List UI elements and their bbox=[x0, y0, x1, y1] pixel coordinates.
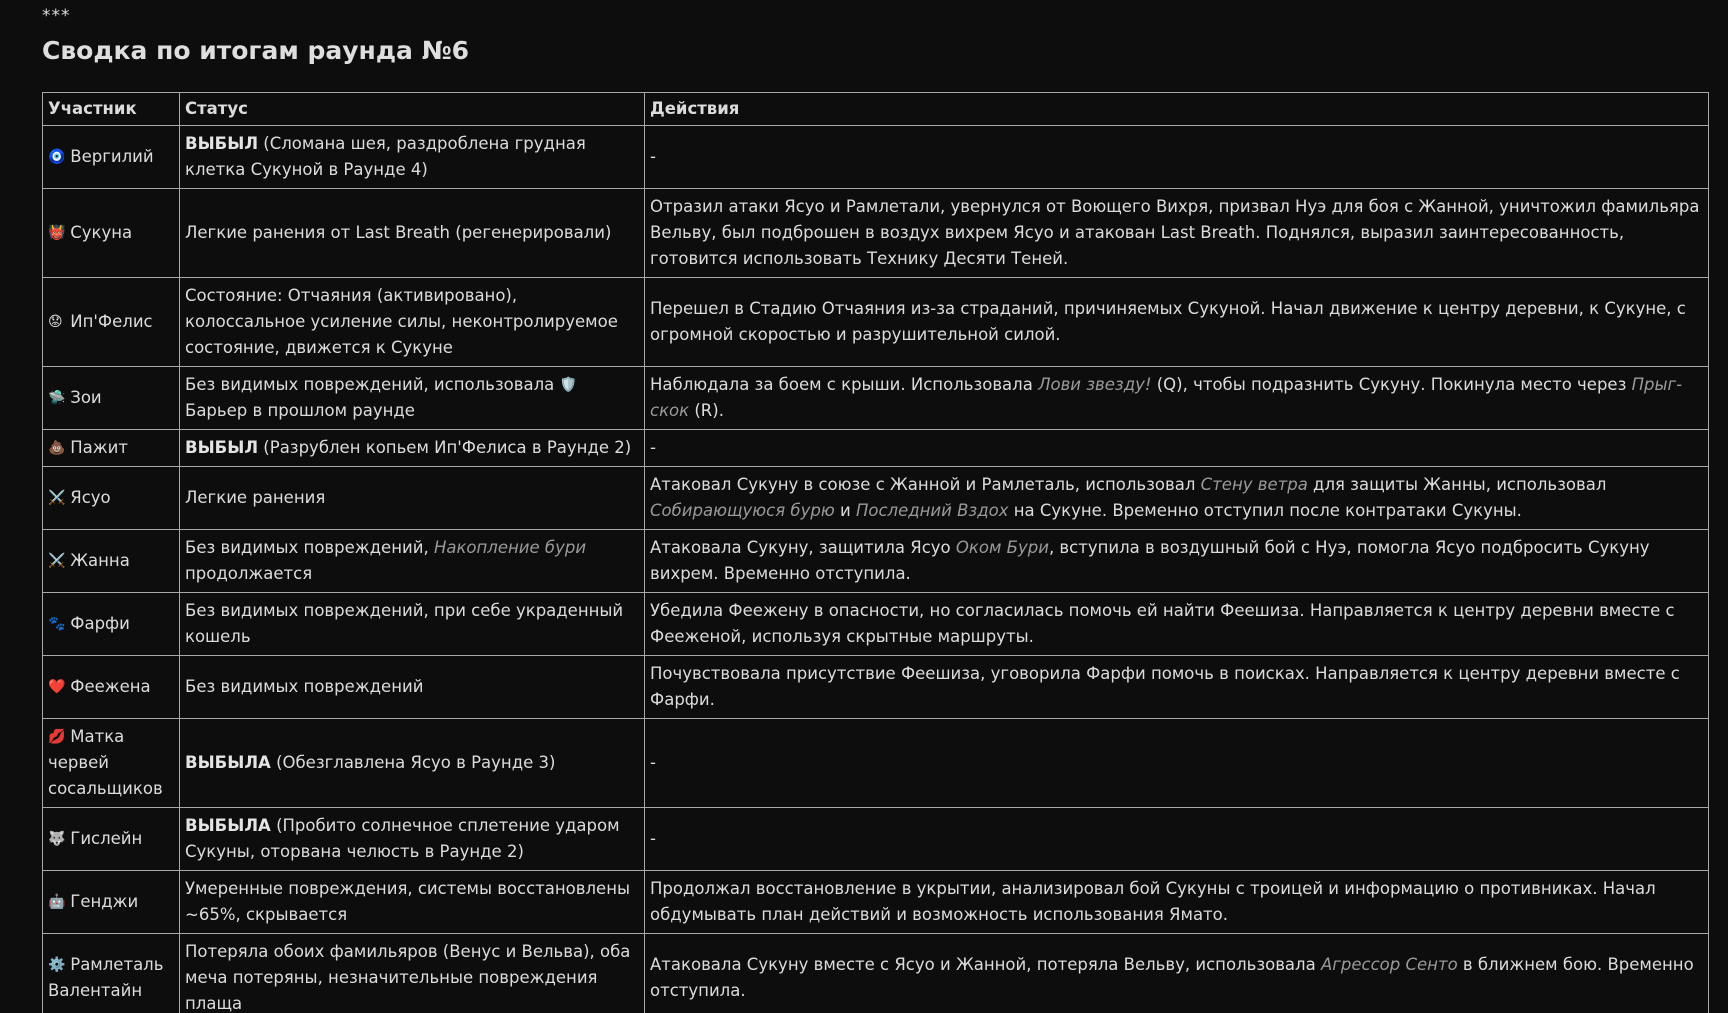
status-cell bbox=[180, 530, 645, 593]
gear-icon: ⚙️ bbox=[48, 957, 66, 973]
table-row bbox=[43, 189, 1709, 278]
text-fragment: Атаковала Сукуну, защитила Ясуо bbox=[650, 538, 956, 557]
participant-name: Сукуна bbox=[70, 223, 133, 242]
text-fragment: продолжается bbox=[185, 564, 313, 583]
text-fragment: Умеренные повреждения, системы восстановлены ~65%, скрывается bbox=[185, 879, 631, 924]
text-fragment: (R). bbox=[689, 401, 724, 420]
status-badge: ВЫБЫЛ bbox=[185, 134, 259, 153]
kiss-mark-icon: 💋 bbox=[48, 729, 66, 745]
robot-icon: 🤖 bbox=[48, 894, 66, 910]
ability-name: Оком Бури bbox=[955, 538, 1049, 557]
participant-cell bbox=[43, 430, 180, 467]
crossed-swords-icon: ⚔️ bbox=[48, 553, 66, 569]
text-fragment: - bbox=[650, 829, 656, 848]
status-cell bbox=[180, 430, 645, 467]
participant-name: Рамлеталь Валентайн bbox=[48, 955, 164, 1000]
text-fragment: для защиты Жанны, использовал bbox=[1307, 475, 1607, 494]
table-row bbox=[43, 808, 1709, 871]
text-fragment: , вступила в воздушный бой с Нуэ, помогла Ясуо подбросить Сукуну вихрем. Временно отступила. bbox=[650, 538, 1650, 583]
ability-name: Прыг-скок bbox=[650, 375, 1683, 420]
participant-name: Жанна bbox=[70, 551, 130, 570]
text-fragment: (Пробито солнечное сплетение ударом Сукуны, оторвана челюсть в Раунде 2) bbox=[185, 816, 620, 861]
table-row bbox=[43, 278, 1709, 367]
shield-icon: 🛡️ bbox=[559, 377, 577, 393]
text-fragment: Атаковал Сукуну в союзе с Жанной и Рамлеталь, использовал bbox=[650, 475, 1201, 494]
actions-cell bbox=[645, 593, 1709, 656]
header-status: Статус bbox=[180, 93, 645, 126]
participant-cell bbox=[43, 467, 180, 530]
text-fragment: (Q), чтобы подразнить Сукуну. Покинула место через bbox=[1151, 375, 1632, 394]
participant-cell bbox=[43, 126, 180, 189]
red-heart-icon: ❤️ bbox=[48, 679, 66, 695]
text-fragment: Продолжал восстановление в укрытии, анализировал бой Сукуны с троицей и информацию о противниках. Начал обдумывать план действий и возможность использования Ямато. bbox=[650, 879, 1656, 924]
participant-name: Гислейн bbox=[70, 829, 143, 848]
text-fragment: Без видимых повреждений bbox=[185, 677, 424, 696]
status-badge: ВЫБЫЛ bbox=[185, 438, 259, 457]
status-cell bbox=[180, 871, 645, 934]
participant-cell bbox=[43, 656, 180, 719]
table-row bbox=[43, 593, 1709, 656]
participant-cell bbox=[43, 808, 180, 871]
status-cell bbox=[180, 934, 645, 1013]
header-participant: Участник bbox=[43, 93, 180, 126]
participant-name: Фарфи bbox=[70, 614, 130, 633]
actions-cell bbox=[645, 934, 1709, 1013]
text-fragment: Барьер в прошлом раунде bbox=[185, 401, 415, 420]
text-fragment: (Обезглавлена Ясуо в Раунде 3) bbox=[270, 753, 556, 772]
participant-name: Вергилий bbox=[70, 147, 154, 166]
participant-cell bbox=[43, 934, 180, 1013]
text-fragment: на Сукуне. Временно отступил после контратаки Сукуны. bbox=[1008, 501, 1522, 520]
participant-cell bbox=[43, 367, 180, 430]
table-row bbox=[43, 367, 1709, 430]
text-fragment: Состояние: Отчаяния (активировано), колоссальное усиление силы, неконтролируемое состояние, движется к Сукуне bbox=[185, 286, 618, 357]
ability-name: Стену ветра bbox=[1200, 475, 1308, 494]
text-fragment: (Сломана шея, раздроблена грудная клетка Сукуной в Раунде 4) bbox=[185, 134, 586, 179]
actions-cell bbox=[645, 808, 1709, 871]
table-row bbox=[43, 719, 1709, 808]
ability-name: Накопление бури bbox=[433, 538, 587, 557]
text-fragment: Легкие ранения bbox=[185, 488, 326, 507]
round-summary-table bbox=[42, 92, 1709, 1013]
table-row bbox=[43, 430, 1709, 467]
paw-prints-icon: 🐾 bbox=[48, 616, 66, 632]
table-row bbox=[43, 871, 1709, 934]
participant-cell bbox=[43, 530, 180, 593]
table-row bbox=[43, 530, 1709, 593]
actions-cell bbox=[645, 656, 1709, 719]
status-badge: ВЫБЫЛА bbox=[185, 753, 271, 772]
actions-cell bbox=[645, 871, 1709, 934]
table-header-row bbox=[43, 93, 1709, 126]
text-fragment: (Разрублен копьем Ип'Фелиса в Раунде 2) bbox=[258, 438, 632, 457]
participant-name: Феежена bbox=[70, 677, 151, 696]
participant-name: Зои bbox=[70, 388, 102, 407]
participant-name: Пажит bbox=[70, 438, 128, 457]
actions-cell bbox=[645, 530, 1709, 593]
text-fragment: Атаковала Сукуну вместе с Ясуо и Жанной, потеряла Вельву, использовала bbox=[650, 955, 1321, 974]
text-fragment: Перешел в Стадию Отчаяния из-за страданий, причиняемых Сукуной. Начал движение к центру деревни, к Сукуне, с огромной скоростью и разрушительной силой. bbox=[650, 299, 1686, 344]
status-cell bbox=[180, 593, 645, 656]
actions-cell bbox=[645, 189, 1709, 278]
actions-cell bbox=[645, 467, 1709, 530]
header-actions: Действия bbox=[645, 93, 1709, 126]
page-title: Сводка по итогам раунда №6 bbox=[42, 36, 470, 65]
status-cell bbox=[180, 656, 645, 719]
wolf-icon: 🐺 bbox=[48, 831, 66, 847]
text-fragment: Почувствовала присутствие Феешиза, уговорила Фарфи помочь в поисках. Направляется к центру деревни вместе с Фарфи. bbox=[650, 664, 1680, 709]
ability-name: Собирающуюся бурю bbox=[650, 501, 835, 520]
text-fragment: - bbox=[650, 753, 656, 772]
separator: *** bbox=[42, 6, 71, 26]
table-body bbox=[43, 126, 1709, 1013]
ability-name: Агрессор Сенто bbox=[1320, 955, 1458, 974]
text-fragment: Отразил атаки Ясуо и Рамлетали, увернулся от Воющего Вихря, призвал Нуэ для боя с Жанной, уничтожил фамильяра Вельву, был подброшен в воздух вихрем Ясуо и атакован Last Breath. Поднялся, выразил заинтересованность, готовится использовать Технику Десяти Теней. bbox=[650, 197, 1700, 268]
text-fragment: Наблюдала за боем с крыши. Использовала bbox=[650, 375, 1039, 394]
participant-name: Ясуо bbox=[70, 488, 111, 507]
text-fragment: и bbox=[834, 501, 856, 520]
status-cell bbox=[180, 719, 645, 808]
participant-cell bbox=[43, 278, 180, 367]
participant-cell bbox=[43, 719, 180, 808]
text-fragment: Убедила Феежену в опасности, но согласилась помочь ей найти Феешиза. Направляется к центру деревни вместе с Фееженой, используя скрытные маршруты. bbox=[650, 601, 1675, 646]
text-fragment: Потеряла обоих фамильяров (Венус и Вельва), оба меча потеряны, незначительные повреждения плаща bbox=[185, 942, 631, 1013]
actions-cell bbox=[645, 719, 1709, 808]
table-row bbox=[43, 934, 1709, 1013]
status-cell bbox=[180, 189, 645, 278]
participant-name: Генджи bbox=[70, 892, 139, 911]
text-fragment: - bbox=[650, 147, 656, 166]
table-row bbox=[43, 126, 1709, 189]
text-fragment: Без видимых повреждений, использовала bbox=[185, 375, 560, 394]
ability-name: Лови звезду! bbox=[1038, 375, 1152, 394]
participant-cell bbox=[43, 189, 180, 278]
nazar-amulet-icon: 🧿 bbox=[48, 149, 66, 165]
worried-face-icon: 😟 bbox=[48, 314, 63, 330]
text-fragment: - bbox=[650, 438, 656, 457]
actions-cell bbox=[645, 430, 1709, 467]
flying-saucer-icon: 🛸 bbox=[48, 390, 66, 406]
actions-cell bbox=[645, 278, 1709, 367]
poop-icon: 💩 bbox=[48, 440, 66, 456]
participant-cell bbox=[43, 593, 180, 656]
status-cell bbox=[180, 367, 645, 430]
ogre-icon: 👹 bbox=[48, 225, 66, 241]
table-row bbox=[43, 656, 1709, 719]
crossed-swords-icon: ⚔️ bbox=[48, 490, 66, 506]
ability-name: Последний Вздох bbox=[855, 501, 1009, 520]
actions-cell bbox=[645, 367, 1709, 430]
status-cell bbox=[180, 126, 645, 189]
table-row bbox=[43, 467, 1709, 530]
status-cell bbox=[180, 808, 645, 871]
participant-cell bbox=[43, 871, 180, 934]
text-fragment: Без видимых повреждений, bbox=[185, 538, 434, 557]
text-fragment: Без видимых повреждений, при себе украденный кошель bbox=[185, 601, 624, 646]
status-badge: ВЫБЫЛА bbox=[185, 816, 271, 835]
text-fragment: в ближнем бою. Временно отступила. bbox=[650, 955, 1694, 1000]
participant-name: Матка червей сосальщиков bbox=[48, 727, 163, 798]
status-cell bbox=[180, 278, 645, 367]
actions-cell bbox=[645, 126, 1709, 189]
text-fragment: Легкие ранения от Last Breath (регенерировали) bbox=[185, 223, 612, 242]
participant-name: Ип'Фелис bbox=[70, 312, 153, 331]
status-cell bbox=[180, 467, 645, 530]
